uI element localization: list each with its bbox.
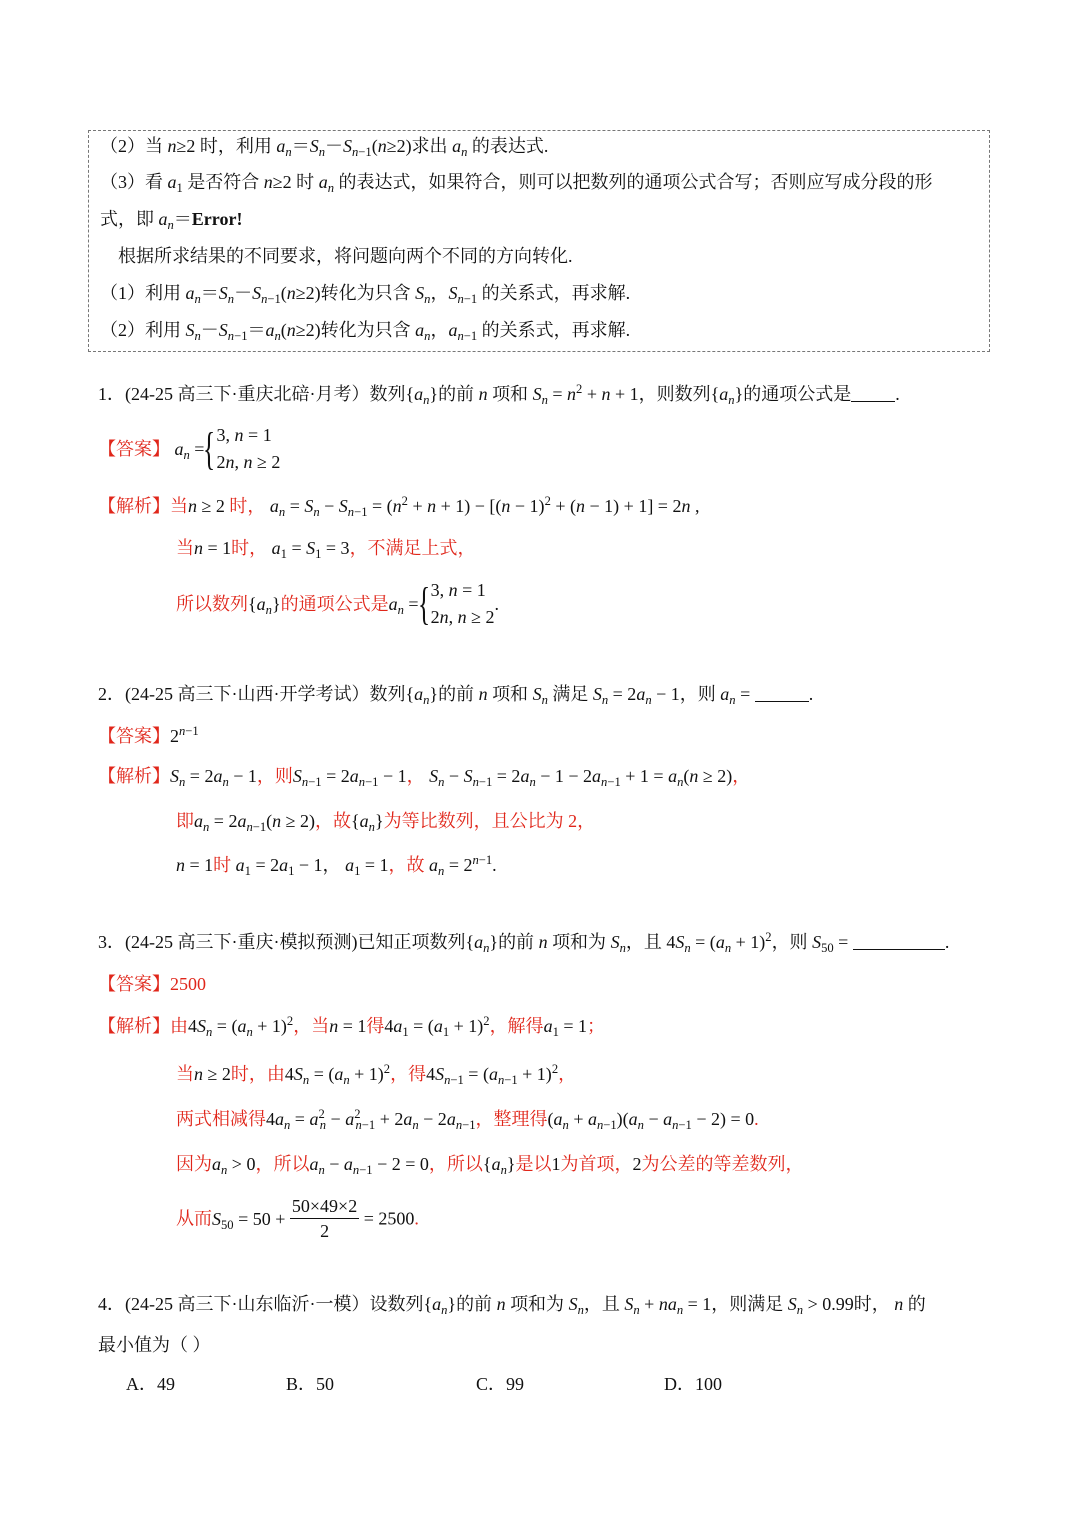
question-2-analysis-line-1: 【解析】$S_n = 2a_n - 1$，则$S_{n-1} = 2a_{n-1} - 1$， $S_n - S_{n-1} = 2a_n - 1 - 2a_{n-1} + 1 = a_n(n \ge 2)$， [98, 766, 751, 789]
question-4-stem: 4．(24-25 高三下·山东临沂·一模）设数列$\{a_n\}$的前 n 项和为 $S_n$，且 $S_n + na_n = 1$，则满足 $S_n > 0.99$时， n 的 [98, 1294, 926, 1317]
question-3-answer: 【答案】2500 [98, 974, 206, 994]
question-2-answer: 【答案】$2^{n-1}$ [98, 724, 199, 746]
question-1-stem: 1．(24-25 高三下·重庆北碚·月考）数列$\{a_n\}$的前 n 项和 $S_n = n^2 + n + 1$，则数列$\{a_n\}$的通项公式是 . [98, 382, 900, 407]
answer-tag: 【答案】 [98, 439, 170, 459]
box-line-4: 根据所求结果的不同要求，将问题向两个不同的方向转化. [118, 246, 573, 266]
question-2-analysis-line-2: 即$a_n = 2a_{n-1}(n \ge 2)$，故$\{a_n\}$为等比数列，且公比为 2， [176, 811, 596, 834]
box-line-6: （2）利用 $S_n-S_{n-1}=a_n(n\ge 2)$转化为只含 $a_n$，$a_{n-1}$ 的关系式，再求解. [100, 320, 631, 343]
question-3-analysis-line-4: 因为$a_n > 0$，所以$a_n - a_{n-1} - 2 = 0$，所以$\{a_n\}$是以1为首项，2为公差的等差数列， [176, 1154, 804, 1177]
box-line-3: 式，即 $a_n=Error$! [100, 209, 243, 232]
question-1-analysis-line-3: 所以数列$\{a_n\}$的通项公式是$a_n$ ={ 3, n = 1 2n, n ≥ 2 . [176, 578, 500, 629]
question-1-answer: 【答案】 $a_n$ ={ 3, n = 1 2n, n ≥ 2 [98, 423, 281, 474]
option-d[interactable]: D．100 [664, 1374, 722, 1394]
option-a[interactable]: A．49 [126, 1374, 175, 1394]
option-c[interactable]: C．99 [476, 1374, 525, 1394]
question-4-stem-line-2: 最小值为（ ） [98, 1335, 211, 1355]
question-1-analysis-line-2: 当n = 1时， $a_1 = S_1 = 3$，不满足上式， [176, 538, 476, 561]
question-1-analysis-line-1: 【解析】当n ≥ 2 时， $a_n = S_n - S_{n-1} = (n^2 + n + 1) - [(n - 1)^2 + (n - 1) + 1] = 2n$ , [98, 494, 700, 519]
box-line-1: （2）当 n≥2 时，利用 $a_n=S_n-S_{n-1}(n\ge 2)$求出 $a_n$ 的表达式. [100, 136, 549, 159]
question-3-analysis-line-5: 从而$S_{50} = 50$ + $\frac{50\times 49\times 2}{2}$ = 2500. [176, 1196, 419, 1241]
question-2-stem: 2．(24-25 高三下·山西·开学考试）数列$\{a_n\}$的前 n 项和 $S_n$ 满足 $S_n = 2a_n - 1$，则 $a_n$ = . [98, 684, 814, 707]
question-3-analysis-line-2: 当n ≥ 2时，由$4S_n = (a_n + 1)^2$，得$4S_{n-1} = (a_{n-1} + 1)^2$， [176, 1062, 577, 1087]
question-3-analysis-line-3: 两式相减得$4a_n = a^2_n - a^2_{n-1} + 2a_n - 2a_{n-1}$，整理得$(a_n + a_{n-1})(a_n - a_{n-1} - 2) = 0$. [176, 1107, 759, 1132]
question-2-analysis-line-3: n = 1时 $a_1 = 2a_1 - 1$， $a_1 = 1$，故 $a_n = 2^{n-1}$. [176, 853, 497, 878]
question-3-analysis-line-1: 【解析】由$4S_n = (a_n + 1)^2$，当n = 1得$4a_1 = (a_1 + 1)^2$，解得$a_1 = 1$； [98, 1014, 606, 1039]
question-3-stem: 3．(24-25 高三下·重庆·模拟预测)已知正项数列$\{a_n\}$的前 n 项和为 $S_n$，且 $4S_n = (a_n + 1)^2$，则 $S_{50}$ = . [98, 930, 950, 955]
box-line-2: （3）看 $a_1$ 是否符合 n≥2 时 $a_n$ 的表达式，如果符合，则可以把数列的通项公式合写；否则应写成分段的形 [100, 172, 933, 195]
option-b[interactable]: B．50 [286, 1374, 335, 1394]
box-line-5: （1）利用 $a_n=S_n-S_{n-1}(n\ge 2)$转化为只含 $S_n$，$S_{n-1}$ 的关系式，再求解. [100, 283, 631, 306]
